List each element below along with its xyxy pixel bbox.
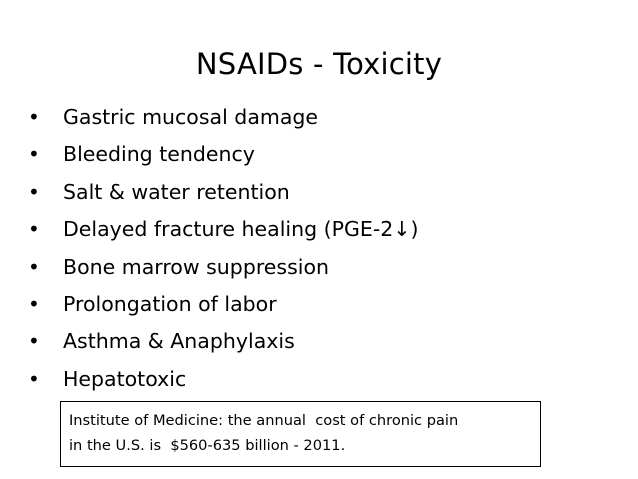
bullet-dot-icon: • — [28, 142, 40, 167]
bullet-item — [28, 174, 608, 211]
bullet-item — [28, 99, 608, 136]
bullet-item — [28, 249, 608, 286]
bullet-text: Delayed fracture healing (PGE-2↓) — [63, 217, 419, 242]
bullet-list — [28, 99, 608, 398]
bullet-text: Bone marrow suppression — [63, 254, 330, 279]
bullet-item — [28, 211, 608, 248]
bullet-dot-icon: • — [28, 179, 40, 204]
bullet-dot-icon: • — [28, 329, 40, 354]
citation-note-line-1: Institute of Medicine: the annual cost of chronic pain — [69, 412, 459, 429]
bullet-item — [28, 323, 608, 360]
bullet-item — [28, 286, 608, 323]
bullet-text: Salt & water retention — [63, 179, 290, 204]
bullet-item — [28, 136, 608, 173]
bullet-dot-icon: • — [28, 366, 40, 391]
bullet-dot-icon: • — [28, 291, 40, 316]
bullet-text: Hepatotoxic — [63, 366, 187, 391]
bullet-dot-icon: • — [28, 105, 40, 129]
bullet-text: Bleeding tendency — [63, 142, 255, 167]
slide-title: NSAIDs - Toxicity — [195, 47, 443, 81]
citation-note-box — [60, 401, 541, 467]
bullet-text: Prolongation of labor — [63, 291, 277, 316]
bullet-dot-icon: • — [28, 217, 40, 242]
bullet-text: Gastric mucosal damage — [63, 105, 319, 129]
citation-note-line-2: in the U.S. is $560-635 billion - 2011. — [69, 437, 346, 454]
bullet-text: Asthma & Anaphylaxis — [63, 329, 295, 354]
bullet-item — [28, 361, 608, 398]
bullet-dot-icon: • — [28, 254, 40, 279]
